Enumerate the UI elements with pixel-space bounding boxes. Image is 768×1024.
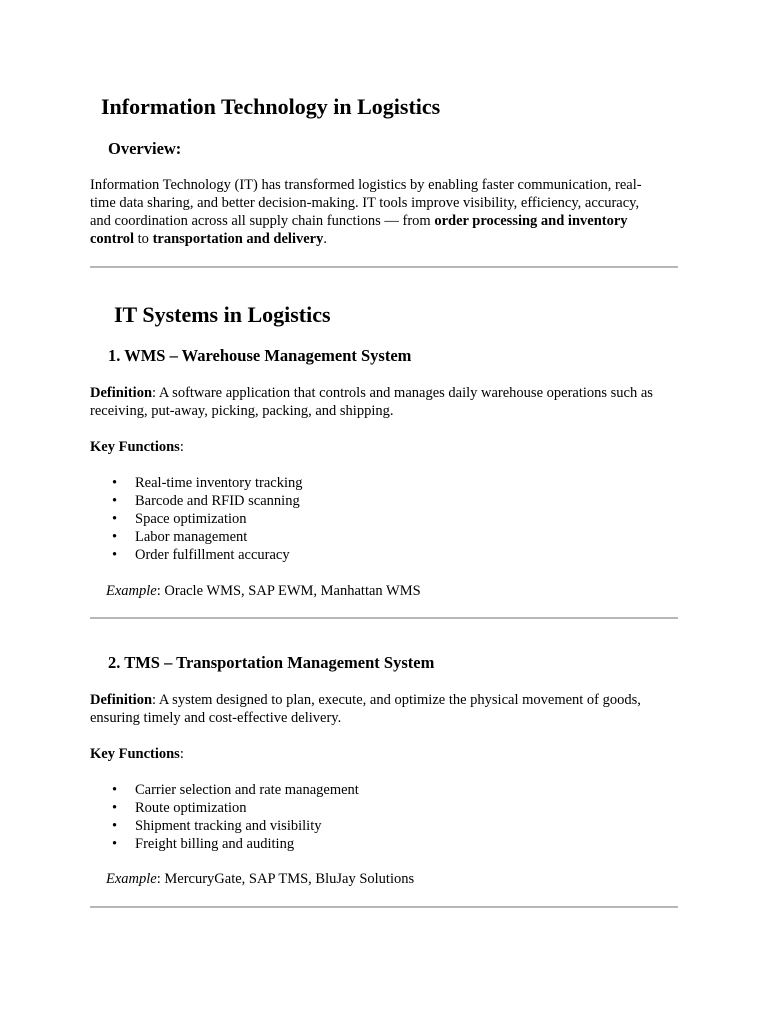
example-text: : Oracle WMS, SAP EWM, Manhattan WMS [156,583,421,599]
overview-heading: Overview: [108,139,182,158]
document-title: Information Technology in Logistics [101,94,441,119]
overview-text: and coordination across all supply chain functions — from [90,213,435,229]
list-item-text: Route optimization [135,800,247,816]
bullet-icon: • [112,818,118,834]
list-item-text: Labor management [135,529,248,545]
tms-heading: 2. TMS – Transportation Management System [108,653,435,672]
list-item-text: Barcode and RFID scanning [135,493,300,509]
bullet-icon: • [112,800,118,816]
list-item-text: Carrier selection and rate management [135,782,359,798]
overview-paragraph [90,176,682,248]
bullet-icon: • [112,493,118,509]
example-text: : MercuryGate, SAP TMS, BluJay Solutions [156,871,415,887]
wms-definition [90,384,682,420]
bullet-icon: • [112,529,118,545]
overview-emphasis: order processing and inventory [434,213,628,229]
key-functions-colon: : [179,746,184,762]
list-item [112,546,303,564]
definition-label: Definition [90,692,153,708]
bullet-icon: • [112,511,118,527]
overview-emphasis: control [90,231,135,247]
example-label: Example [106,583,157,599]
key-functions-label: Key Functions [90,439,180,455]
list-item-text: Order fulfillment accuracy [135,547,290,563]
list-item [112,835,359,853]
overview-emphasis: transportation and delivery [152,231,324,247]
list-item-text: Shipment tracking and visibility [135,818,322,834]
list-item-text: Space optimization [135,511,247,527]
section-divider [90,617,678,619]
definition-text: : A software application that controls and manages daily warehouse operations such as [152,385,653,401]
definition-text: receiving, put-away, picking, packing, and shipping. [90,403,394,419]
overview-line [90,230,682,248]
overview-line: Information Technology (IT) has transformed logistics by enabling faster communication, real- [90,177,642,193]
bullet-icon: • [112,475,118,491]
key-functions-label: Key Functions [90,746,180,762]
wms-heading: 1. WMS – Warehouse Management System [108,346,412,365]
bullet-icon: • [112,836,118,852]
tms-example [106,870,414,888]
list-item-text: Freight billing and auditing [135,836,295,852]
list-item [112,528,303,546]
example-label: Example [106,871,157,887]
definition-text: ensuring timely and cost-effective delivery. [90,710,342,726]
section-divider [90,266,678,268]
list-item [112,492,303,510]
bullet-icon: • [112,782,118,798]
key-functions-colon: : [179,439,184,455]
overview-line [90,212,682,230]
list-item-text: Real-time inventory tracking [135,475,303,491]
tms-key-functions-label [90,745,682,763]
bullet-icon: • [112,547,118,563]
definition-label: Definition [90,385,153,401]
overview-line: time data sharing, and better decision-making. IT tools improve visibility, efficiency, accuracy, [90,195,640,211]
list-item [112,510,303,528]
list-item [112,817,359,835]
overview-text: to [134,231,153,247]
list-item [112,781,359,799]
wms-functions-list [112,474,303,564]
list-item [112,799,359,817]
section-divider [90,906,678,908]
tms-functions-list [112,781,359,853]
wms-example [106,582,421,600]
systems-heading: IT Systems in Logistics [114,302,331,327]
wms-key-functions-label [90,438,682,456]
tms-definition [90,691,682,727]
definition-text: : A system designed to plan, execute, and optimize the physical movement of goods, [152,692,641,708]
overview-text: . [323,231,327,247]
list-item [112,474,303,492]
